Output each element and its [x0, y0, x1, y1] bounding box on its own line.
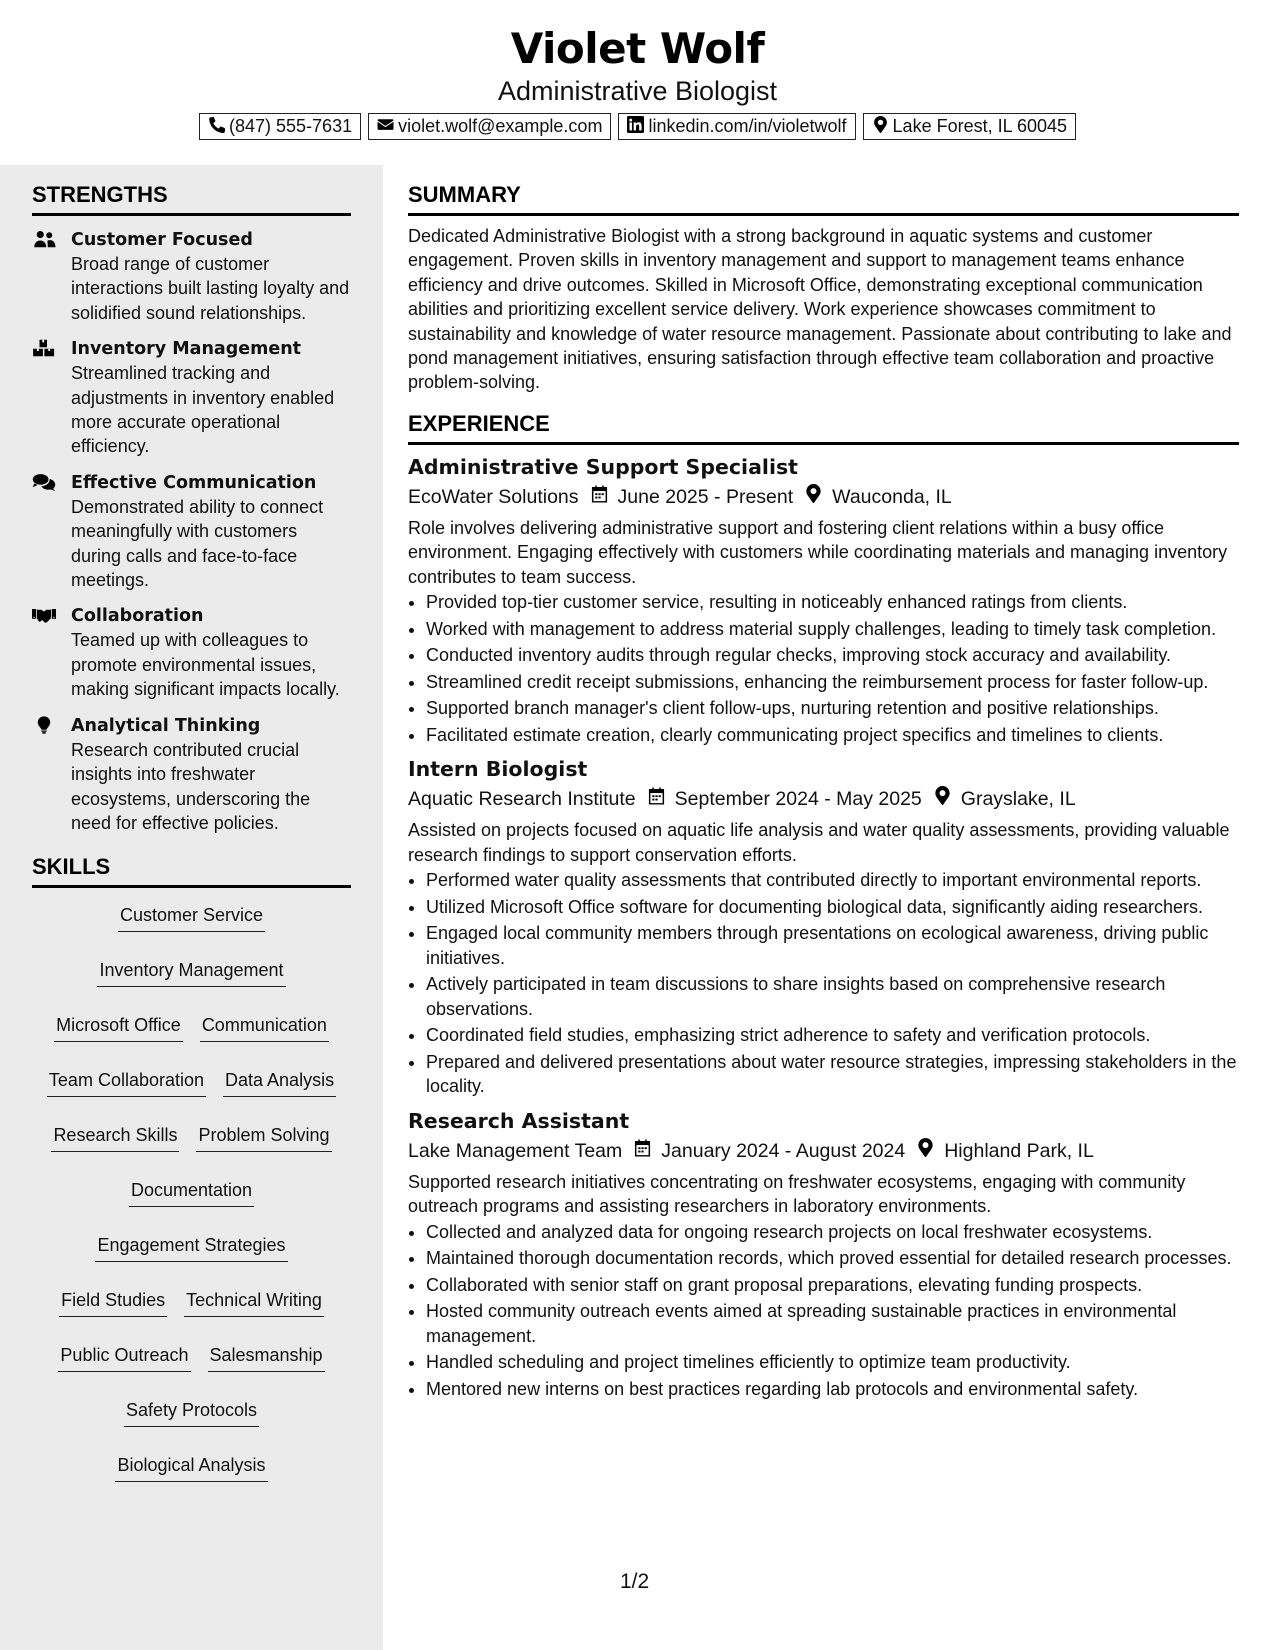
strength-item [32, 228, 351, 325]
list-item: • Prepared and delivered presentations about water resource strategies, impressing stakeholders in the locality. [426, 1050, 1239, 1099]
strength-description: Teamed up with colleagues to promote environmental issues, making significant impacts locally. [71, 630, 340, 700]
strength-title: Analytical Thinking [71, 715, 261, 736]
contact-email-text: violet.wolf@example.com [398, 116, 603, 136]
job-bullets [408, 868, 1239, 1099]
job-dates: September 2024 - May 2025 [674, 788, 922, 811]
linkedin-icon [627, 116, 648, 138]
job-company: Aquatic Research Institute [408, 788, 636, 811]
strength-item [32, 604, 351, 701]
users-icon [32, 230, 56, 248]
summary-heading: SUMMARY [408, 182, 1239, 216]
strength-title: Collaboration [71, 606, 204, 627]
job-entry [408, 453, 1239, 748]
comments-icon [32, 473, 56, 491]
skill-tag: Technical Writing [184, 1288, 324, 1317]
skill-tag: Field Studies [59, 1288, 167, 1317]
candidate-name: Violet Wolf [510, 24, 765, 73]
skill-tag: Problem Solving [196, 1123, 331, 1152]
skill-tag: Biological Analysis [115, 1453, 267, 1482]
list-item: • Actively participated in team discussions to share insights based on comprehensive research observations. [426, 972, 1239, 1021]
summary-text: Dedicated Administrative Biologist with a strong background in aquatic systems and customer engagement. Proven skills in inventory management and support to management teams enhance efficiency and drive outcomes. Skilled in Microsoft Office, demonstrating exceptional communication abilities and prioritizing excellent service delivery. Work experience showcases commitment to sustainability and knowledge of water resource management. Passionate about contributing to lake and pond management initiatives, ensuring satisfaction through effective team collaboration and proactive problem-solving. [408, 226, 1232, 393]
job-title: Intern Biologist [408, 757, 588, 782]
handshake-icon [32, 606, 56, 624]
list-item: • Collaborated with senior staff on grant proposal preparations, elevating funding prospects. [426, 1273, 1239, 1297]
map-pin-icon [922, 785, 961, 813]
strength-item [32, 714, 351, 836]
job-title: Research Assistant [408, 1108, 630, 1133]
strength-item [32, 337, 351, 459]
candidate-title: Administrative Biologist [497, 76, 778, 106]
skill-tag: Communication [200, 1013, 329, 1042]
strength-title: Effective Communication [71, 472, 317, 493]
list-item: • Facilitated estimate creation, clearly communicating project specifics and timelines to clients. [426, 723, 1239, 747]
contact-linkedin[interactable] [618, 113, 855, 140]
skill-tag: Salesmanship [208, 1343, 325, 1372]
list-item: • Collected and analyzed data for ongoing research projects on local freshwater ecosystems. [426, 1220, 1239, 1244]
job-description: Supported research initiatives concentrating on freshwater ecosystems, engaging with community outreach programs and assisting researchers in laboratory environments. [408, 1171, 1186, 1217]
skill-tag: Microsoft Office [54, 1013, 183, 1042]
lightbulb-icon [32, 716, 56, 734]
list-item: • Conducted inventory audits through regular checks, improving stock accuracy and availability. [426, 643, 1239, 667]
experience-heading: EXPERIENCE [408, 411, 1239, 445]
job-meta [408, 483, 1239, 511]
phone-icon [208, 116, 229, 138]
job-location: Highland Park, IL [944, 1139, 1094, 1162]
job-location: Grayslake, IL [960, 788, 1076, 811]
calendar-icon [622, 1137, 661, 1165]
skill-tag: Data Analysis [223, 1068, 336, 1097]
job-company: EcoWater Solutions [408, 485, 579, 508]
map-pin-icon [872, 116, 893, 138]
skills-heading: SKILLS [32, 854, 351, 888]
contact-location[interactable] [863, 113, 1076, 140]
job-entry [408, 1107, 1239, 1402]
list-item: • Provided top-tier customer service, resulting in noticeably enhanced ratings from clients. [426, 590, 1239, 614]
strengths-heading: STRENGTHS [32, 182, 351, 216]
skill-tag: Research Skills [51, 1123, 179, 1152]
list-item: • Performed water quality assessments that contributed directly to important environmental reports. [426, 868, 1239, 892]
list-item: • Streamlined credit receipt submissions, enhancing the reimbursement process for faster follow-up. [426, 670, 1239, 694]
skill-tag: Public Outreach [58, 1343, 190, 1372]
skill-tag: Customer Service [118, 903, 265, 932]
list-item: • Supported branch manager's client follow-ups, nurturing retention and positive relationships. [426, 696, 1239, 720]
strength-title: Customer Focused [71, 230, 253, 250]
job-meta [408, 1137, 1239, 1165]
contact-linkedin-text: linkedin.com/in/violetwolf [648, 116, 847, 136]
page-number: 1/2 [620, 1570, 650, 1593]
contact-email[interactable] [368, 113, 611, 140]
list-item: • Utilized Microsoft Office software for documenting biological data, significantly aiding researchers. [426, 895, 1239, 919]
skills-list [32, 888, 351, 1482]
list-item: • Engaged local community members through presentations on ecological awareness, driving public initiatives. [426, 921, 1239, 970]
strength-description: Research contributed crucial insights into freshwater ecosystems, underscoring the need for effective policies. [71, 739, 311, 833]
strength-description: Broad range of customer interactions built lasting loyalty and solidified sound relationships. [71, 254, 350, 323]
strength-title: Inventory Management [71, 339, 302, 360]
job-meta [408, 785, 1239, 813]
strength-item [32, 471, 351, 593]
job-description: Assisted on projects focused on aquatic life analysis and water quality assessments, providing valuable research findings to support conservation efforts. [408, 820, 1230, 865]
skill-tag: Team Collaboration [47, 1068, 206, 1097]
job-location: Wauconda, IL [832, 485, 952, 508]
job-bullets [408, 1220, 1239, 1402]
job-dates: January 2024 - August 2024 [661, 1139, 906, 1162]
skill-tag: Engagement Strategies [95, 1233, 287, 1262]
list-item: • Worked with management to address material supply challenges, leading to timely task completion. [426, 617, 1239, 641]
job-entry [408, 755, 1239, 1098]
main-content [408, 182, 1239, 1404]
list-item: • Handled scheduling and project timelines efficiently to optimize team productivity. [426, 1350, 1239, 1374]
map-pin-icon [793, 483, 832, 511]
calendar-icon [636, 785, 675, 813]
envelope-icon [377, 116, 398, 138]
contact-location-text: Lake Forest, IL 60045 [892, 116, 1067, 136]
job-description: Role involves delivering administrative support and fostering client relations within a busy office environment. Engaging effectively with customers while coordinating materials and managing inventory contributes to team success. [408, 517, 1228, 587]
list-item: • Coordinated field studies, emphasizing strict adherence to safety and verification protocols. [426, 1023, 1239, 1047]
list-item: • Maintained thorough documentation records, which proved essential for detailed research processes. [426, 1246, 1239, 1270]
job-title: Administrative Support Specialist [408, 454, 798, 479]
contact-phone-text: (847) 555-7631 [229, 116, 353, 136]
skill-tag: Inventory Management [97, 958, 285, 987]
boxes-icon [32, 339, 56, 357]
skill-tag: Safety Protocols [124, 1398, 259, 1427]
job-company: Lake Management Team [408, 1139, 623, 1162]
strength-description: Demonstrated ability to connect meaningfully with customers during calls and face-to-face meetings. [71, 496, 324, 591]
job-bullets [408, 590, 1239, 747]
sidebar [0, 165, 383, 1650]
resume-header [0, 0, 1275, 165]
calendar-icon [579, 483, 618, 511]
contact-bar [0, 113, 1275, 140]
strength-description: Streamlined tracking and adjustments in inventory enabled more accurate operational efficiency. [71, 363, 335, 457]
job-dates: June 2025 - Present [617, 485, 794, 508]
skill-tag: Documentation [129, 1178, 254, 1207]
map-pin-icon [905, 1137, 944, 1165]
list-item: • Hosted community outreach events aimed at spreading sustainable practices in environmental management. [426, 1299, 1239, 1348]
list-item: • Mentored new interns on best practices regarding lab protocols and environmental safety. [426, 1377, 1239, 1401]
contact-phone[interactable] [199, 113, 361, 140]
